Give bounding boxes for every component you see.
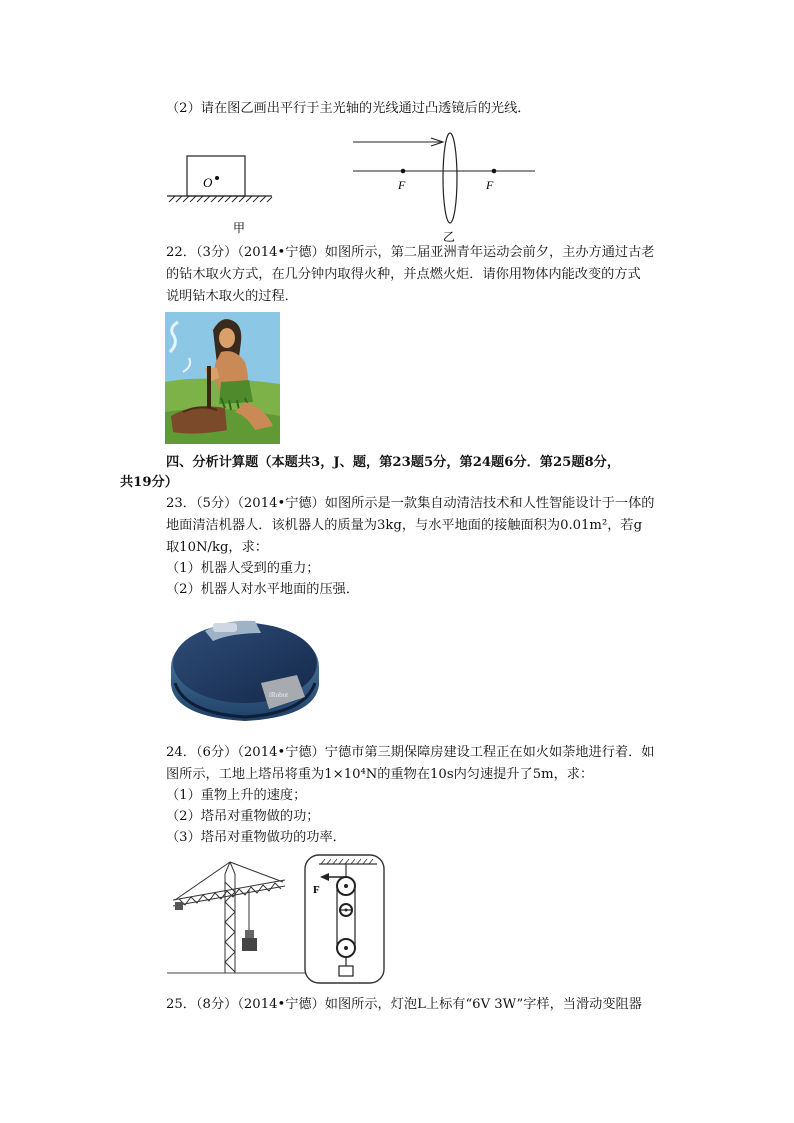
q22-line1: 22．（3分）（2014•宁德）如图所示，第二届亚洲青年运动会前夕，主办方通过古老 [166,245,655,260]
ground-hatch [169,196,272,202]
pulley-load [339,966,353,976]
focus-right-point [492,169,497,174]
crane-load [242,938,257,951]
q23-sub2: （2）机器人对水平地面的压强． [166,582,360,597]
crane-mast [225,862,235,973]
crane-pulley-figure [165,852,387,987]
section4-line1: 四、分析计算题（本题共3，J、题，第23题5分，第24题6分．第25题8分， [166,455,621,470]
crane-jib [173,862,285,906]
robot-vacuum-image [165,605,325,725]
q22-line2: 的钻木取火方式，在几分钟内取得火种，并点燃火炬．请你用物体内能改变的方式 [166,267,641,282]
block-rect [187,156,245,196]
section4-line2: 共19分） [120,475,178,490]
figure-jia [160,150,280,245]
figure-yi [345,128,555,246]
fire-drilling-illustration [165,312,280,444]
q25-line1: 25．（8分）（2014•宁德）如图所示，灯泡L上标有“6V 3W”字样，当滑动变阻器 [166,997,642,1012]
point-o-label: O [203,175,213,190]
focus-left-point [401,169,406,174]
fig-yi-caption: 乙 [443,230,456,244]
q21-part2-text: （2）请在图乙画出平行于主光轴的光线通过凸透镜后的光线． [166,101,531,116]
pulley-inset [305,855,384,983]
force-label: F [313,884,320,896]
q23-line1: 23．（5分）（2014•宁德）如图所示是一款集自动清洁技术和人性智能设计于一体的 [166,496,655,511]
q22-line3: 说明钻木取火的过程． [166,289,298,304]
focus-left-label: F [398,178,406,192]
q24-line1: 24．（6分）（2014•宁德）宁德市第三期保障房建设工程正在如火如荼地进行着．如 [166,745,655,760]
svg-text:iRobot: iRobot [269,691,289,699]
q24-sub1: （1）重物上升的速度； [166,788,307,803]
q24-sub3: （3）塔吊对重物做功的功率． [166,830,346,845]
focus-right-label: F [486,178,494,192]
q24-sub2: （2）塔吊对重物做的功； [166,809,320,824]
q23-line3: 取10N/kg，求： [166,540,268,555]
q23-line2: 地面清洁机器人．该机器人的质量为3kg，与水平地面的接触面积为0.01m²，若g [166,518,643,533]
fig-jia-caption: 甲 [233,221,246,235]
q24-line2: 图所示，工地上塔吊将重为1×10⁴N的重物在10s内匀速提升了5m，求： [166,767,594,782]
q23-sub1: （1）机器人受到的重力； [166,561,320,576]
point-o [215,176,219,180]
convex-lens [443,133,457,223]
